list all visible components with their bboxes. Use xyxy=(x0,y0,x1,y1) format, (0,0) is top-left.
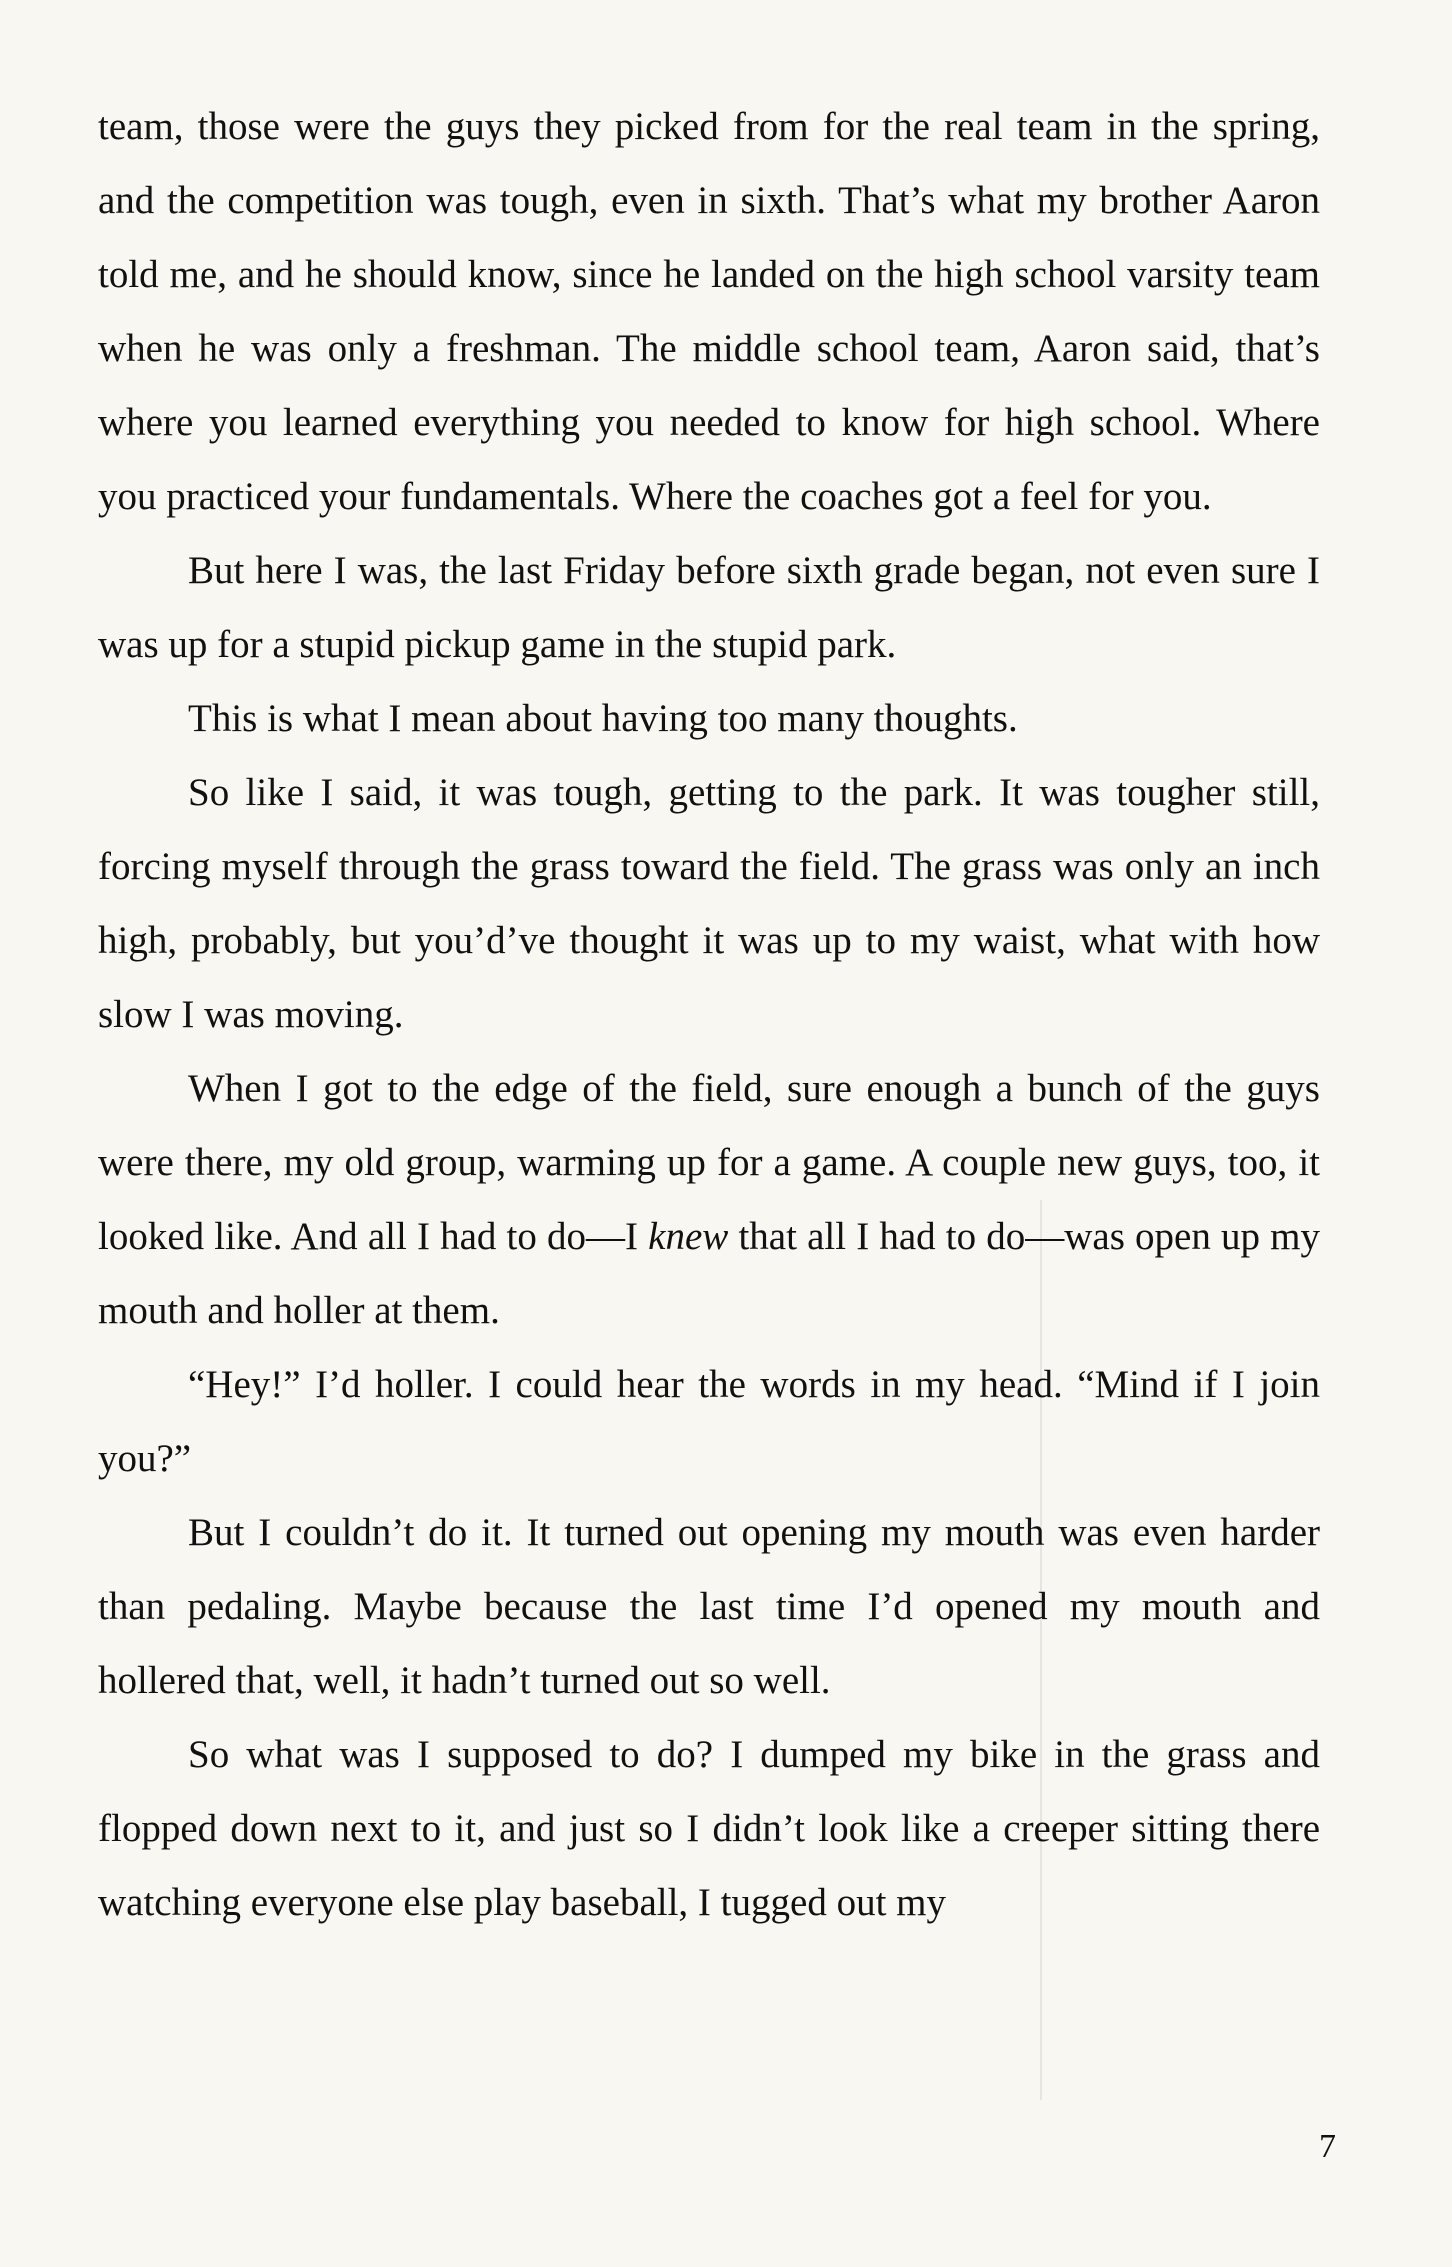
paragraph-7: But I couldn’t do it. It turned out opening my mouth was even harder than pedaling. Maybe because the last time I’d opened my mouth and hollered that, well, it hadn’t turned out so well. xyxy=(98,1511,1320,1702)
paragraph-5 xyxy=(98,1052,1320,1348)
paragraph-3: This is what I mean about having too many thoughts. xyxy=(188,697,1018,740)
paragraph-5-text-before: When I got to the edge of the field, sure enough a bunch of the guys were there, my old group, warming up for a game. A couple new guys, too, it looked like. And all I had to do—I xyxy=(98,1067,1320,1258)
body-text xyxy=(98,90,1320,1940)
paragraph-2: But here I was, the last Friday before sixth grade began, not even sure I was up for a stupid pickup game in the stupid park. xyxy=(98,549,1320,666)
paragraph-1: team, those were the guys they picked from for the real team in the spring, and the competition was tough, even in sixth. That’s what my brother Aaron told me, and he should know, since he landed on the high school varsity team when he was only a freshman. The middle school team, Aaron said, that’s where you learned everything you needed to know for high school. Where you practiced your fundamentals. Where the coaches got a feel for you. xyxy=(98,105,1320,518)
paragraph-4: So like I said, it was tough, getting to the park. It was tougher still, forcing myself through the grass toward the field. The grass was only an inch high, probably, but you’d’ve thought it was up to my waist, what with how slow I was moving. xyxy=(98,771,1320,1036)
paragraph-5-text-after: that all I had to do—was open up my mouth and holler at them. xyxy=(98,1215,1320,1332)
emphasis-knew: knew xyxy=(648,1215,729,1258)
paragraph-6: “Hey!” I’d holler. I could hear the words in my head. “Mind if I join you?” xyxy=(98,1363,1320,1480)
page-number: 7 xyxy=(1319,2128,1336,2165)
paragraph-8: So what was I supposed to do? I dumped my bike in the grass and flopped down next to it, and just so I didn’t look like a creeper sitting there watching everyone else play baseball, I tugged out my xyxy=(98,1733,1320,1924)
